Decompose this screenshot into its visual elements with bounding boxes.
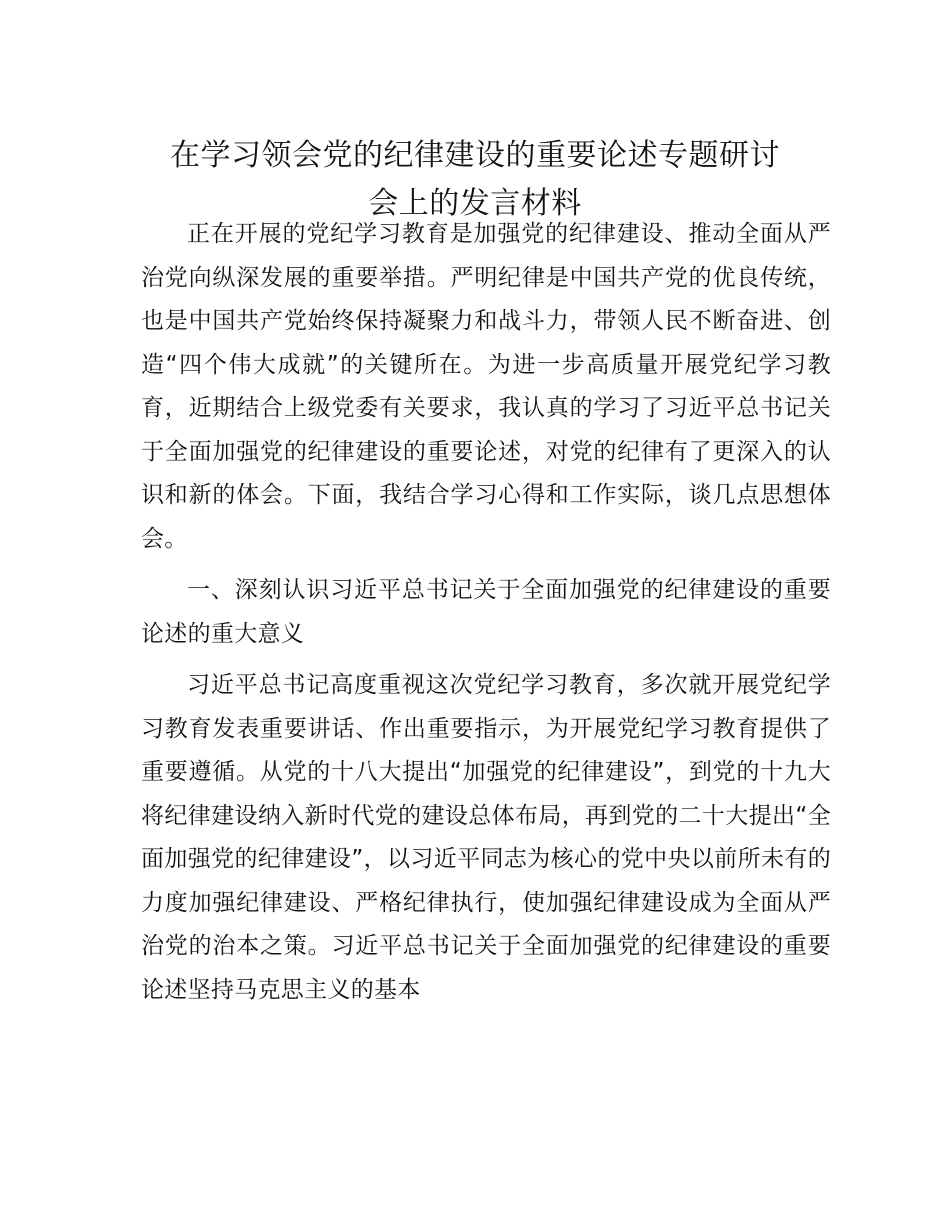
section-heading: 一、深刻认识习近平总书记关于全面加强党的纪律建设的重要论述的重大意义 [141, 577, 831, 647]
title-line-1: 在学习领会党的纪律建设的重要论述专题研讨 [170, 138, 780, 174]
title-line-2: 会上的发言材料 [368, 186, 582, 222]
document-body [141, 213, 831, 1012]
intro-paragraph: 正在开展的党纪学习教育是加强党的纪律建设、推动全面从严治党向纵深发展的重要举措。严明纪律是中国共产党的优良传统，也是中国共产党始终保持凝聚力和战斗力，带领人民不断奋进、创造“四个伟大成就”的关键所在。为进一步高质量开展党纪学习教育，近期结合上级党委有关要求，我认真的学习了习近平总书记关于全面加强党的纪律建设的重要论述，对党的纪律有了更深入的认识和新的体会。下面，我结合学习心得和工作实际，谈几点思想体会。 [141, 221, 831, 552]
body-paragraph: 习近平总书记高度重视这次党纪学习教育，多次就开展党纪学习教育发表重要讲话、作出重要指示，为开展党纪学习教育提供了重要遵循。从党的十八大提出“加强党的纪律建设”，到党的十九大将纪律建设纳入新时代党的建设总体布局，再到党的二十大提出“全面加强党的纪律建设”，以习近平同志为核心的党中央以前所未有的力度加强纪律建设、严格纪律执行，使加强纪律建设成为全面从严治党的治本之策。习近平总书记关于全面加强党的纪律建设的重要论述坚持马克思主义的基本 [141, 672, 831, 1003]
